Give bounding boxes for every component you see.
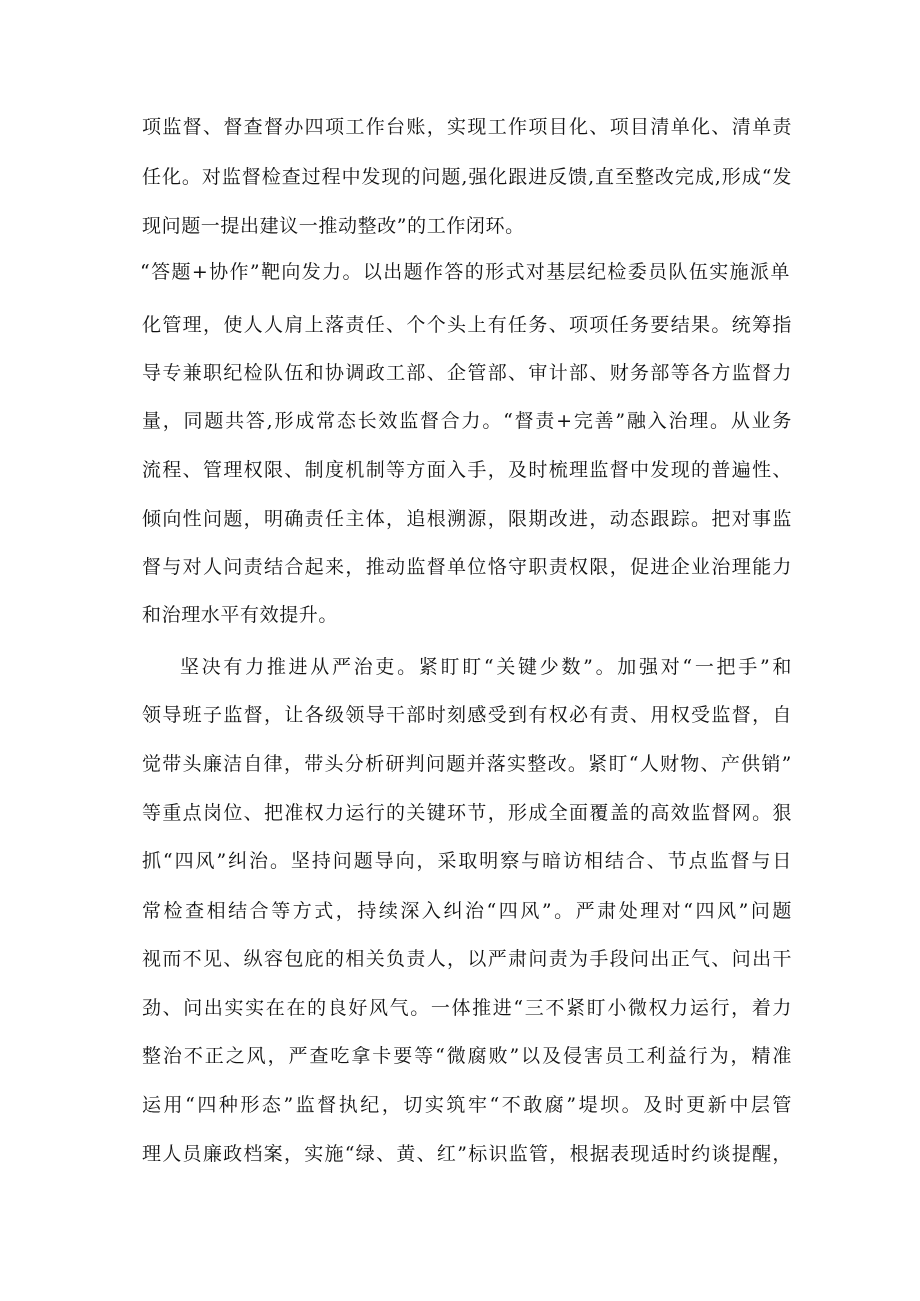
text-line: 视而不见、纵容包庇的相关负责人，以严肃问责为手段问出正气、问出干 <box>142 948 792 970</box>
text-line: 劲、问出实实在在的良好风气。一体推进“三不紧盯小微权力运行，着力 <box>142 997 792 1019</box>
text-line: 项监督、督查督办四项工作台账，实现工作项目化、项目清单化、清单责 <box>142 116 792 138</box>
text-line: 抓“四风”纠治。坚持问题导向，采取明察与暗访相结合、节点监督与日 <box>142 850 792 872</box>
text-line: 领导班子监督，让各级领导干部时刻感受到有权必有责、用权受监督，自 <box>142 704 792 726</box>
text-line: 常检查相结合等方式，持续深入纠治“四风”。严肃处理对“四风”问题 <box>142 900 792 922</box>
text-line: 觉带头廉洁自律，带头分析研判问题并落实整改。紧盯“人财物、产供销” <box>142 753 792 775</box>
text-line: 整治不正之风，严查吃拿卡要等“微腐败”以及侵害员工利益行为，精准 <box>142 1045 792 1067</box>
text-line: 导专兼职纪检队伍和协调政工部、企管部、审计部、财务部等各方监督力 <box>142 362 792 384</box>
text-line: 流程、管理权限、制度机制等方面入手，及时梳理监督中发现的普遍性、 <box>142 459 792 481</box>
text-line: 坚决有力推进从严治吏。紧盯盯“关键少数”。加强对“一把手”和 <box>180 656 792 678</box>
text-line: 理人员廉政档案，实施“绿、黄、红”标识监管，根据表现适时约谈提醒， <box>142 1143 792 1165</box>
text-line: 现问题一提出建议一推动整改”的工作闭环。 <box>142 215 525 237</box>
text-line: 等重点岗位、把准权力运行的关键环节，形成全面覆盖的高效监督网。狠 <box>142 802 792 824</box>
text-line: 督与对人问责结合起来，推动监督单位恪守职责权限，促进企业治理能力 <box>142 556 792 578</box>
text-line: 倾向性问题，明确责任主体，追根溯源，限期改进，动态跟踪。把对事监 <box>142 508 792 530</box>
text-line: 和治理水平有效提升。 <box>142 604 339 626</box>
text-line: 量，同题共答,形成常态长效监督合力。“督责+完善”融入治理。从业务 <box>142 410 792 432</box>
text-line: “答题+协作”靶向发力。以出题作答的形式对基层纪检委员队伍实施派单 <box>140 261 790 283</box>
text-line: 任化。对监督检查过程中发现的问题,强化跟进反馈,直至整改完成,形成“发 <box>142 166 792 188</box>
text-line: 化管理，使人人肩上落责任、个个头上有任务、项项任务要结果。统筹指 <box>142 314 792 336</box>
text-line: 运用“四种形态”监督执纪，切实筑牢“不敢腐”堤坝。及时更新中层管 <box>142 1094 792 1116</box>
